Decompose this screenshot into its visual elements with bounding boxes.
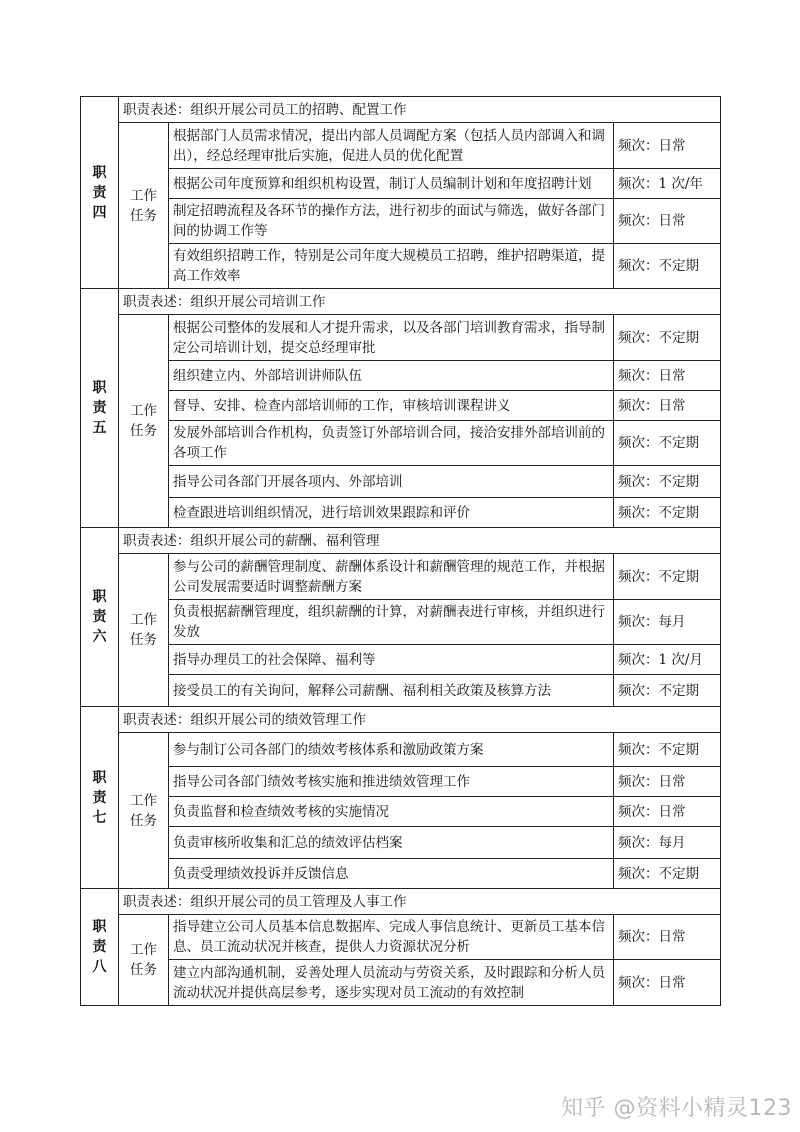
task-text: 指导公司各部门开展各项内、外部培训 [169,466,614,498]
task-frequency: 频次：日常 [614,361,721,391]
task-row [81,915,721,960]
task-frequency: 频次：每月 [614,827,721,859]
task-frequency: 频次：日常 [614,199,721,244]
section-description: 职责表述：组织开展公司的员工管理及人事工作 [119,889,721,915]
section-description: 职责表述：组织开展公司的薪酬、福利管理 [119,528,721,554]
work-task-label-line: 工作 [130,403,157,419]
section-index-char: 八 [92,959,107,975]
task-row [81,315,721,361]
task-frequency: 频次：不定期 [614,244,721,289]
task-row [81,244,721,289]
work-task-label-line: 工作 [130,792,157,809]
task-row [81,361,721,391]
section-description: 职责表述：组织开展公司员工的招聘、配置工作 [119,97,721,123]
work-task-label-line: 任务 [130,423,157,439]
task-row [81,421,721,466]
task-row [81,827,721,859]
section-description: 职责表述：组织开展公司的绩效管理工作 [119,707,721,733]
task-frequency: 频次：日常 [614,797,721,827]
task-frequency: 频次：不定期 [614,554,721,600]
section-index-char: 责 [92,609,107,625]
task-text: 根据公司年度预算和组织机构设置，制订人员编制计划和年度招聘计划 [169,169,614,199]
section-index-char: 职 [92,769,107,786]
work-task-label-line: 任务 [130,962,157,978]
section-index-char: 责 [92,400,107,416]
task-text: 发展外部培训合作机构，负责签订外部培训合同，接洽安排外部培训前的各项工作 [169,421,614,466]
task-row [81,169,721,199]
task-text: 检查跟进培训组织情况，进行培训效果跟踪和评价 [169,498,614,528]
task-text: 负责审核所收集和汇总的绩效评估档案 [169,827,614,859]
section-index [81,289,119,528]
task-text: 根据部门人员需求情况，提出内部人员调配方案（包括人员内部调入和调出），经总经理审批后实施，促进人员的优化配置 [169,123,614,169]
section-description: 职责表述：组织开展公司培训工作 [119,289,721,315]
task-frequency: 频次：每月 [614,600,721,645]
task-frequency: 频次：日常 [614,915,721,960]
work-task-label-line: 工作 [130,187,157,204]
task-frequency: 频次：不定期 [614,421,721,466]
task-text: 督导、安排、检查内部培训师的工作，审核培训课程讲义 [169,391,614,421]
task-text: 指导建立公司人员基本信息数据库、完成人事信息统计、更新员工基本信息、员工流动状况并核查，提供人力资源状况分析 [169,915,614,960]
task-frequency: 频次：不定期 [614,859,721,889]
task-text: 指导公司各部门绩效考核实施和推进绩效管理工作 [169,767,614,797]
section-index-char: 责 [92,789,107,806]
section-index [81,707,119,889]
section-index [81,528,119,707]
task-text: 参与公司的薪酬管理制度、薪酬体系设计和薪酬管理的规范工作，并根据公司发展需要适时调整薪酬方案 [169,554,614,600]
task-frequency: 频次：1 次/月 [614,645,721,675]
section-desc-row [81,97,721,123]
section-index-char: 职 [92,589,107,605]
section-index-char: 职 [92,164,107,181]
work-task-label-line: 任务 [130,812,157,829]
section-index-char: 五 [92,420,107,436]
task-frequency: 频次：不定期 [614,466,721,498]
duty-table-body [81,97,721,1006]
task-row [81,498,721,528]
task-frequency: 频次：不定期 [614,315,721,361]
work-task-label-line: 工作 [130,942,157,958]
section-desc-row [81,707,721,733]
task-frequency: 频次：日常 [614,960,721,1006]
task-row [81,859,721,889]
task-text: 组织建立内、外部培训讲师队伍 [169,361,614,391]
task-frequency: 频次：不定期 [614,675,721,707]
section-index-char: 职 [92,380,107,396]
task-frequency: 频次：日常 [614,391,721,421]
task-text: 根据公司整体的发展和人才提升需求，以及各部门培训教育需求，指导制定公司培训计划，提交总经理审批 [169,315,614,361]
watermark: 知乎 @资料小精灵123 [561,1096,792,1121]
work-task-label-line: 任务 [130,632,157,648]
section-index-char: 七 [92,809,107,826]
task-frequency: 频次：不定期 [614,733,721,767]
task-row [81,733,721,767]
task-row [81,123,721,169]
task-text: 制定招聘流程及各环节的操作方法，进行初步的面试与筛选，做好各部门间的协调工作等 [169,199,614,244]
task-row [81,797,721,827]
task-row [81,675,721,707]
task-row [81,199,721,244]
section-desc-row [81,889,721,915]
section-index-char: 责 [92,939,107,955]
task-frequency: 频次：日常 [614,767,721,797]
work-task-label [119,915,169,1006]
task-text: 接受员工的有关询问，解释公司薪酬、福利相关政策及核算方法 [169,675,614,707]
task-text: 负责受理绩效投诉并反馈信息 [169,859,614,889]
section-desc-row [81,528,721,554]
task-frequency: 频次：1 次/年 [614,169,721,199]
section-index [81,97,119,289]
task-text: 有效组织招聘工作，特别是公司年度大规模员工招聘，维护招聘渠道，提高工作效率 [169,244,614,289]
task-text: 建立内部沟通机制，妥善处理人员流动与劳资关系，及时跟踪和分析人员流动状况并提供高层参考，逐步实现对员工流动的有效控制 [169,960,614,1006]
section-desc-row [81,289,721,315]
task-frequency: 频次：日常 [614,123,721,169]
work-task-label [119,554,169,707]
section-index-char: 四 [92,204,107,221]
work-task-label-line: 任务 [130,207,157,224]
duty-table [80,96,721,1006]
task-row [81,645,721,675]
section-index-char: 职 [92,919,107,935]
task-row [81,554,721,600]
task-text: 指导办理员工的社会保障、福利等 [169,645,614,675]
task-frequency: 频次：不定期 [614,498,721,528]
work-task-label [119,733,169,889]
task-row [81,391,721,421]
work-task-label-line: 工作 [130,612,157,628]
task-text: 参与制订公司各部门的绩效考核体系和激励政策方案 [169,733,614,767]
work-task-label [119,315,169,528]
work-task-label [119,123,169,289]
section-index-char: 责 [92,184,107,201]
task-row [81,960,721,1006]
task-text: 负责监督和检查绩效考核的实施情况 [169,797,614,827]
task-row [81,767,721,797]
task-text: 负责根据薪酬管理度，组织薪酬的计算，对薪酬表进行审核，并组织进行发放 [169,600,614,645]
task-row [81,466,721,498]
section-index [81,889,119,1006]
task-row [81,600,721,645]
section-index-char: 六 [92,629,107,645]
